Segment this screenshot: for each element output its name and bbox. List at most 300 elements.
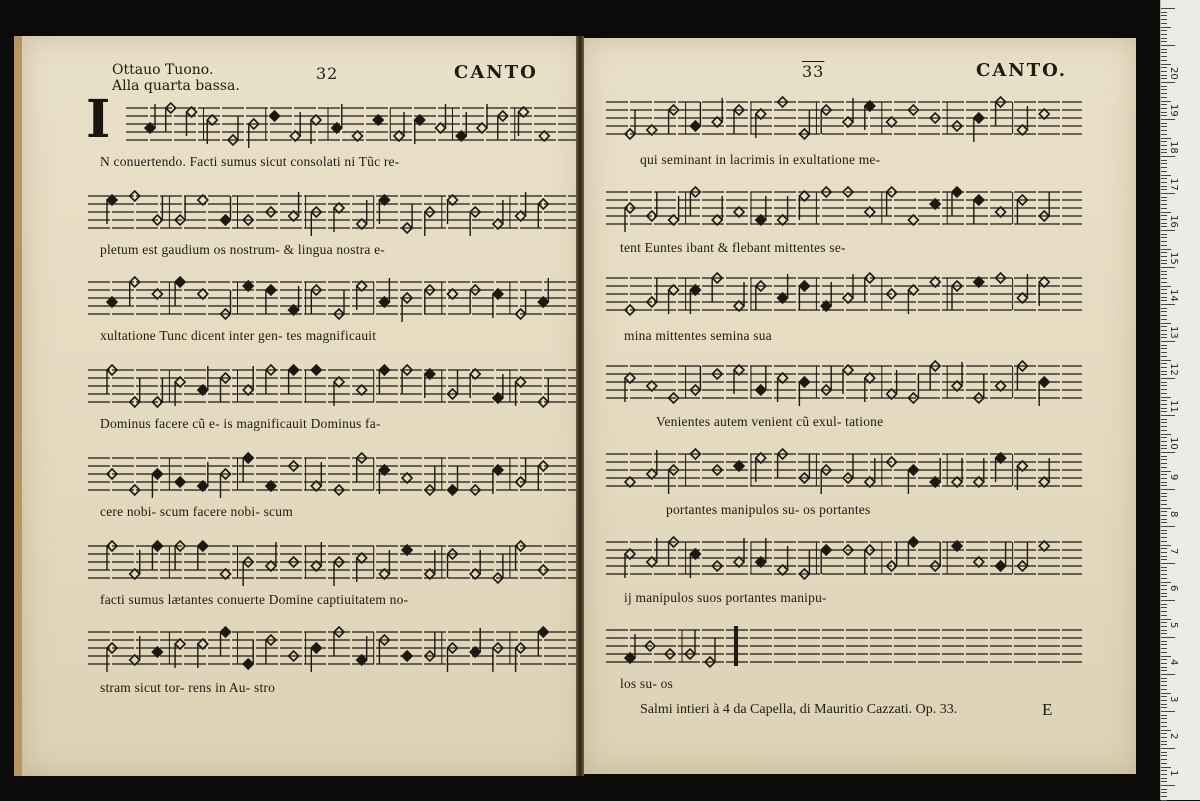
ruler-tick <box>1161 515 1167 516</box>
ruler-tick <box>1161 511 1167 512</box>
ruler-tick <box>1161 115 1167 116</box>
ruler-tick <box>1161 223 1167 224</box>
ruler-tick <box>1161 459 1167 460</box>
ruler-tick <box>1161 755 1167 756</box>
note-head <box>221 627 231 637</box>
staff-notation <box>606 182 1082 234</box>
ruler-number: 19 <box>1168 104 1179 117</box>
ruler-tick <box>1161 138 1171 139</box>
right-page <box>584 38 1136 774</box>
ruler-tick <box>1161 530 1167 531</box>
ruler-tick <box>1161 559 1167 560</box>
ruler-tick <box>1161 171 1167 172</box>
ruler-tick <box>1161 419 1167 420</box>
note-head <box>243 453 253 463</box>
ruler-number: 12 <box>1168 363 1179 376</box>
ruler-tick <box>1161 707 1167 708</box>
ruler-tick <box>1161 718 1167 719</box>
tone-title: Ottauo Tuono. <box>112 62 214 78</box>
ruler-tick <box>1161 78 1167 79</box>
ruler-tick <box>1161 389 1167 390</box>
ruler-tick <box>1161 489 1175 490</box>
ruler-tick <box>1161 274 1167 275</box>
note-head <box>821 545 831 555</box>
ruler-tick <box>1161 648 1167 649</box>
ruler-tick <box>1161 656 1171 657</box>
ruler-tick <box>1161 437 1167 438</box>
lyric-line: stram sicut tor- rens in Au- stro <box>100 680 276 695</box>
ruler-tick <box>1161 767 1171 768</box>
lyric-line: mina mittentes semina sua <box>624 328 772 343</box>
staff-14 <box>606 620 1082 672</box>
staff-notation <box>606 92 1082 144</box>
ruler-tick <box>1161 241 1167 242</box>
ruler-tick <box>1161 415 1175 416</box>
ruler-tick <box>1161 619 1171 620</box>
staff-9 <box>606 182 1082 234</box>
ruler-tick <box>1161 730 1171 731</box>
ruler-tick <box>1161 652 1167 653</box>
ruler-tick <box>1161 674 1175 675</box>
note-head <box>270 111 280 121</box>
ruler-tick <box>1161 445 1167 446</box>
ruler-tick <box>1161 397 1171 398</box>
ruler-tick <box>1161 400 1167 401</box>
page-number-right: 33 <box>802 62 825 81</box>
ruler-number: 13 <box>1168 326 1179 339</box>
ruler-tick <box>1161 363 1167 364</box>
ruler-tick <box>1161 748 1175 749</box>
ruler-tick <box>1161 667 1167 668</box>
ruler-tick <box>1161 604 1167 605</box>
ruler-tick <box>1161 519 1167 520</box>
staff-notation <box>88 272 582 324</box>
ruler-tick <box>1161 556 1167 557</box>
lyric-line: qui seminant in lacrimis in exultatione me- <box>640 152 881 167</box>
staff-6 <box>88 536 582 588</box>
note-head <box>538 627 548 637</box>
ruler-tick <box>1161 93 1167 94</box>
ruler-tick <box>1161 52 1167 53</box>
ruler-tick <box>1161 452 1175 453</box>
ruler-tick <box>1161 267 1175 268</box>
ruler-tick <box>1161 482 1167 483</box>
ruler-tick <box>1161 208 1167 209</box>
note-head <box>402 651 412 661</box>
ruler-tick <box>1161 759 1167 760</box>
ruler-tick <box>1161 641 1167 642</box>
staff-11 <box>606 356 1082 408</box>
ruler-tick <box>1161 704 1167 705</box>
ruler-number: 4 <box>1168 659 1179 666</box>
staff-notation <box>606 444 1082 496</box>
note-head <box>974 113 984 123</box>
ruler-tick <box>1161 23 1167 24</box>
ruler-tick <box>1161 548 1167 549</box>
ruler-tick <box>1161 463 1167 464</box>
ruler-tick <box>1161 774 1167 775</box>
ruler-tick <box>1161 230 1175 231</box>
ruler-tick <box>1161 345 1167 346</box>
note-head <box>175 477 185 487</box>
ruler-tick <box>1161 360 1171 361</box>
ruler-tick <box>1161 478 1167 479</box>
ruler-tick <box>1161 297 1167 298</box>
staff-8 <box>606 92 1082 144</box>
lyric-line: xultatione Tunc dicent inter gen- tes magnificauit <box>100 328 377 343</box>
staff-7 <box>88 622 582 674</box>
ruler-tick <box>1161 189 1167 190</box>
ruler-tick <box>1161 323 1171 324</box>
note-head <box>448 485 458 495</box>
ruler-tick <box>1161 86 1167 87</box>
ruler-tick <box>1161 467 1167 468</box>
ruler-tick <box>1161 45 1175 46</box>
ruler-tick <box>1161 178 1167 179</box>
lyric-line: tent Euntes ibant & flebant mittentes se- <box>620 240 846 255</box>
ruler-tick <box>1161 123 1167 124</box>
ruler-tick <box>1161 67 1167 68</box>
ruler-tick <box>1161 27 1171 28</box>
ruler-tick <box>1161 637 1175 638</box>
staff-notation <box>88 360 582 412</box>
ruler-tick <box>1161 337 1167 338</box>
ruler-tick <box>1161 15 1167 16</box>
ruler-tick <box>1161 278 1167 279</box>
ruler-tick <box>1161 611 1167 612</box>
ruler-tick <box>1161 64 1171 65</box>
ruler-tick <box>1161 600 1175 601</box>
ruler-tick <box>1161 341 1175 342</box>
note-head <box>690 121 700 131</box>
ruler-tick <box>1161 215 1167 216</box>
ruler-tick <box>1161 41 1167 42</box>
note-head <box>221 215 231 225</box>
ruler-tick <box>1161 615 1167 616</box>
ruler-tick <box>1161 30 1167 31</box>
ruler-tick <box>1161 289 1167 290</box>
staff-12 <box>606 444 1082 496</box>
decorated-initial: I <box>86 89 111 150</box>
page-number-left: 32 <box>316 64 339 83</box>
ruler-tick <box>1161 504 1167 505</box>
staff-1 <box>126 98 581 150</box>
ruler-tick <box>1161 696 1167 697</box>
ruler-tick <box>1161 726 1167 727</box>
ruler-tick <box>1161 574 1167 575</box>
ruler-tick <box>1161 249 1171 250</box>
ruler-number: 10 <box>1168 437 1179 450</box>
note-head <box>289 365 299 375</box>
tone-subtitle: Alla quarta bassa. <box>112 78 240 94</box>
signature-mark: E <box>1042 700 1053 719</box>
note-head <box>799 281 809 291</box>
note-head <box>756 385 766 395</box>
ruler-tick <box>1161 126 1167 127</box>
ruler-tick <box>1161 226 1167 227</box>
ruler-tick <box>1161 693 1171 694</box>
ruler-tick <box>1161 315 1167 316</box>
ruler-tick <box>1161 741 1167 742</box>
ruler-tick <box>1161 152 1167 153</box>
ruler-tick <box>1161 182 1167 183</box>
ruler-tick <box>1161 733 1167 734</box>
lyric-line: Dominus facere cũ e- is magnificauit Dominus fa- <box>100 416 381 431</box>
note-head <box>311 365 321 375</box>
ruler-tick <box>1161 567 1167 568</box>
ruler-tick <box>1161 456 1167 457</box>
ruler-tick <box>1161 500 1167 501</box>
note-head <box>266 285 276 295</box>
ruler-tick <box>1161 56 1167 57</box>
ruler-tick <box>1161 293 1167 294</box>
ruler-number: 16 <box>1168 215 1179 228</box>
ruler-tick <box>1161 134 1167 135</box>
ruler-tick <box>1161 348 1167 349</box>
ruler-tick <box>1161 378 1175 379</box>
ruler-tick <box>1161 796 1167 797</box>
ruler-number: 2 <box>1168 733 1179 740</box>
ruler-tick <box>1161 715 1167 716</box>
ruler-tick <box>1161 493 1167 494</box>
ruler-tick <box>1161 770 1167 771</box>
ruler-tick <box>1161 197 1167 198</box>
ruler-tick <box>1161 778 1167 779</box>
ruler-tick <box>1161 260 1167 261</box>
ruler-tick <box>1161 434 1171 435</box>
ruler-tick <box>1161 252 1167 253</box>
ruler-tick <box>1161 644 1167 645</box>
ruler-tick <box>1161 526 1175 527</box>
ruler-tick <box>1161 145 1167 146</box>
ruler-tick <box>1161 367 1167 368</box>
ruler-tick <box>1161 522 1167 523</box>
ruler-tick <box>1161 34 1167 35</box>
staff-notation <box>606 620 1082 672</box>
ruler-tick <box>1161 326 1167 327</box>
ruler-tick <box>1161 630 1167 631</box>
ruler-number: 1 <box>1168 770 1179 777</box>
ruler-tick <box>1161 175 1171 176</box>
ruler-tick <box>1161 108 1167 109</box>
ruler-number: 18 <box>1168 141 1179 154</box>
ruler-tick <box>1161 193 1175 194</box>
ruler-tick <box>1161 448 1167 449</box>
ruler-number: 5 <box>1168 622 1179 629</box>
ruler-tick <box>1161 633 1167 634</box>
note-head <box>175 277 185 287</box>
left-page <box>14 36 584 776</box>
ruler-tick <box>1161 97 1167 98</box>
ruler-tick <box>1161 659 1167 660</box>
ruler-tick <box>1161 593 1167 594</box>
note-head <box>198 541 208 551</box>
ruler-tick <box>1161 71 1167 72</box>
ruler-tick <box>1161 330 1167 331</box>
ruler-tick <box>1161 112 1167 113</box>
ruler-tick <box>1161 663 1167 664</box>
ruler-tick <box>1161 160 1167 161</box>
ruler-tick <box>1161 537 1167 538</box>
ruler-tick <box>1161 200 1167 201</box>
lyric-line: portantes manipulos su- os portantes <box>666 502 871 517</box>
note-head <box>379 365 389 375</box>
ruler-tick <box>1161 570 1167 571</box>
ruler-tick <box>1161 304 1175 305</box>
note-head <box>996 561 1006 571</box>
note-head <box>311 643 321 653</box>
staff-13 <box>606 532 1082 584</box>
ruler-tick <box>1161 286 1171 287</box>
ruler-tick <box>1161 578 1167 579</box>
ruler-tick <box>1161 89 1167 90</box>
ruler-tick <box>1161 689 1167 690</box>
ruler-tick <box>1161 626 1167 627</box>
ruler-tick <box>1161 685 1167 686</box>
ruler-tick <box>1161 582 1171 583</box>
ruler-tick <box>1161 563 1175 564</box>
staff-10 <box>606 268 1082 320</box>
ruler-tick <box>1161 422 1167 423</box>
ruler-tick <box>1161 737 1167 738</box>
staff-notation <box>606 268 1082 320</box>
ruler-tick <box>1161 552 1167 553</box>
ruler-tick <box>1161 356 1167 357</box>
ruler-tick <box>1161 722 1167 723</box>
ruler-tick <box>1161 496 1167 497</box>
lyric-line: pletum est gaudium os nostrum- & lingua nostra e- <box>100 242 386 257</box>
ruler-tick <box>1161 474 1167 475</box>
ruler-tick <box>1161 670 1167 671</box>
final-bar-line <box>734 626 738 666</box>
ruler-tick <box>1161 282 1167 283</box>
staff-5 <box>88 448 582 500</box>
ruler-tick <box>1161 541 1167 542</box>
ruler-tick <box>1161 792 1167 793</box>
ruler-tick <box>1161 589 1167 590</box>
ruler-tick <box>1161 426 1167 427</box>
ruler-tick <box>1161 300 1167 301</box>
ruler-tick <box>1161 234 1167 235</box>
measuring-ruler <box>1160 0 1200 800</box>
ruler-tick <box>1161 19 1167 20</box>
ruler-tick <box>1161 319 1167 320</box>
ruler-tick <box>1161 186 1167 187</box>
lyric-line: Venientes autem venient cũ exul- tatione <box>656 414 884 429</box>
ruler-tick <box>1161 352 1167 353</box>
ruler-tick <box>1161 8 1175 9</box>
ruler-tick <box>1161 785 1175 786</box>
ruler-number: 8 <box>1168 511 1179 518</box>
ruler-tick <box>1161 374 1167 375</box>
ruler-tick <box>1161 141 1167 142</box>
ruler-tick <box>1161 596 1167 597</box>
part-name-left: CANTO <box>454 62 538 83</box>
staff-notation <box>606 532 1082 584</box>
ruler-tick <box>1161 49 1167 50</box>
ruler-tick <box>1161 678 1167 679</box>
ruler-tick <box>1161 441 1167 442</box>
note-head <box>152 469 162 479</box>
ruler-tick <box>1161 430 1167 431</box>
ruler-tick <box>1161 393 1167 394</box>
ruler-tick <box>1161 311 1167 312</box>
ruler-tick <box>1161 545 1171 546</box>
note-head <box>799 377 809 387</box>
ruler-tick <box>1161 130 1167 131</box>
ruler-tick <box>1161 385 1167 386</box>
ruler-tick <box>1161 256 1167 257</box>
ruler-tick <box>1161 404 1167 405</box>
ruler-number: 20 <box>1168 67 1179 80</box>
ruler-tick <box>1161 334 1167 335</box>
page-footer: Salmi intieri à 4 da Capella, di Mauritio Cazzati. Op. 33. <box>640 702 958 717</box>
ruler-tick <box>1161 204 1167 205</box>
ruler-number: 3 <box>1168 696 1179 703</box>
ruler-tick <box>1161 471 1171 472</box>
ruler-tick <box>1161 585 1167 586</box>
note-head <box>908 537 918 547</box>
ruler-number: 6 <box>1168 585 1179 592</box>
ruler-tick <box>1161 263 1167 264</box>
ruler-tick <box>1161 156 1175 157</box>
ruler-tick <box>1161 781 1167 782</box>
ruler-tick <box>1161 408 1167 409</box>
ruler-tick <box>1161 308 1167 309</box>
lyric-line: ij manipulos suos portantes manipu- <box>624 590 827 605</box>
staff-3 <box>88 272 582 324</box>
ruler-number: 9 <box>1168 474 1179 481</box>
note-head <box>908 465 918 475</box>
staff-2 <box>88 186 582 238</box>
ruler-tick <box>1161 163 1167 164</box>
staff-4 <box>88 360 582 412</box>
book-gutter <box>576 36 584 776</box>
ruler-tick <box>1161 744 1167 745</box>
lyric-line: facti sumus lætantes conuerte Domine captiuitatem no- <box>100 592 409 607</box>
ruler-tick <box>1161 101 1171 102</box>
ruler-tick <box>1161 82 1175 83</box>
ruler-tick <box>1161 382 1167 383</box>
ruler-tick <box>1161 167 1167 168</box>
ruler-number: 15 <box>1168 252 1179 265</box>
ruler-tick <box>1161 271 1167 272</box>
lyric-line: N conuertendo. Facti sumus sicut consolati ni Tũc re- <box>100 154 400 169</box>
ruler-tick <box>1161 12 1167 13</box>
ruler-tick <box>1161 789 1167 790</box>
lyric-line: cere nobi- scum facere nobi- scum <box>100 504 293 519</box>
lyric-line: los su- os <box>620 676 674 691</box>
note-head <box>974 195 984 205</box>
staff-notation <box>88 622 582 674</box>
ruler-tick <box>1161 75 1167 76</box>
note-head <box>243 659 253 669</box>
ruler-tick <box>1161 371 1167 372</box>
staff-notation <box>126 98 581 150</box>
ruler-number: 7 <box>1168 548 1179 555</box>
ruler-tick <box>1161 681 1167 682</box>
ruler-tick <box>1161 485 1167 486</box>
ruler-tick <box>1161 622 1167 623</box>
ruler-tick <box>1161 104 1167 105</box>
ruler-tick <box>1161 219 1167 220</box>
ruler-tick <box>1161 38 1167 39</box>
ruler-number: 17 <box>1168 178 1179 191</box>
note-head <box>152 541 162 551</box>
ruler-tick <box>1161 149 1167 150</box>
ruler-tick <box>1161 60 1167 61</box>
staff-notation <box>606 356 1082 408</box>
